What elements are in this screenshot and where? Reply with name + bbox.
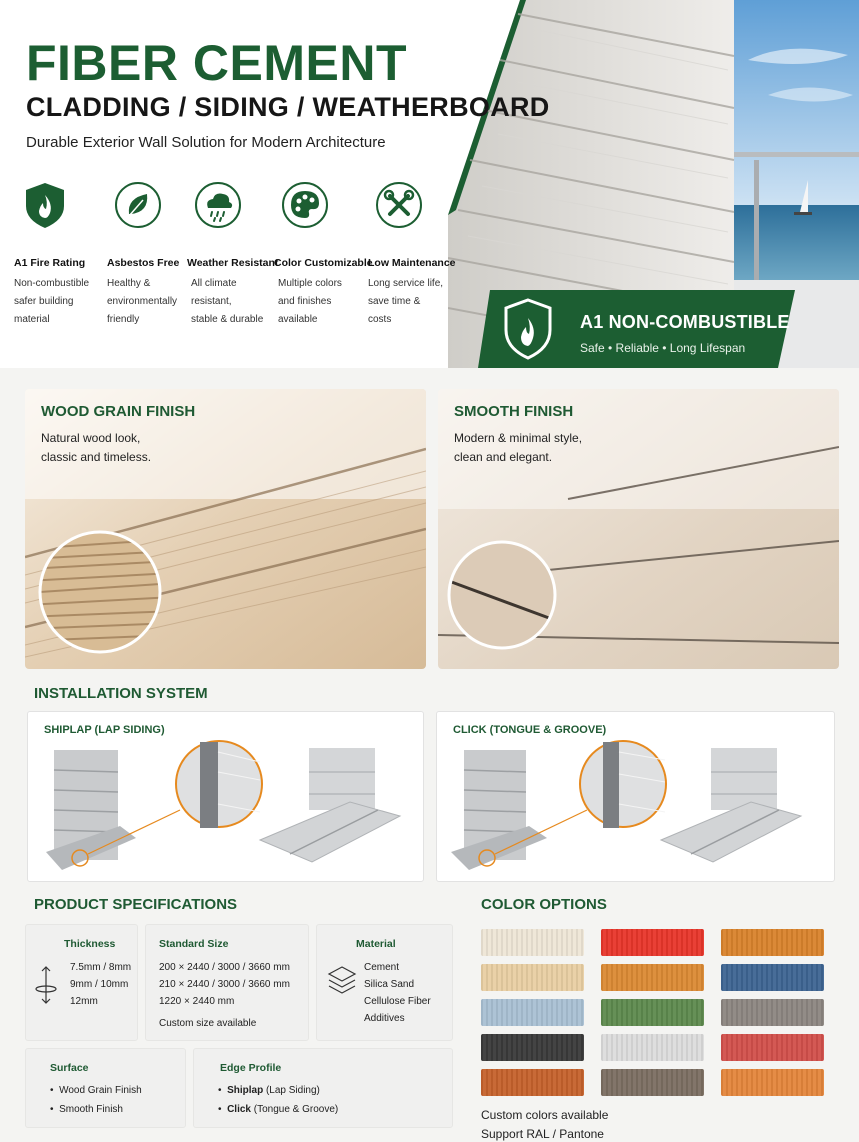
specs-title: PRODUCT SPECIFICATIONS xyxy=(34,896,238,913)
rain-cloud-icon xyxy=(193,180,243,230)
spec-value: 12mm xyxy=(70,996,98,1007)
spec-value: Silica Sand xyxy=(364,979,415,990)
installation-title: INSTALLATION SYSTEM xyxy=(34,685,208,702)
layers-icon xyxy=(327,965,357,997)
feature-desc-line: stable & durable xyxy=(191,314,264,325)
page-subtitle: CLADDING / SIDING / WEATHERBOARD xyxy=(26,92,550,122)
spec-value: 7.5mm / 8mm xyxy=(70,962,132,973)
palette-icon xyxy=(280,180,330,230)
spec-value: 9mm / 10mm xyxy=(70,979,129,990)
color-swatch xyxy=(481,929,584,956)
spec-value: Smooth Finish xyxy=(59,1104,123,1115)
color-swatch xyxy=(481,1069,584,1096)
feature-desc xyxy=(14,275,104,329)
color-note: Custom colors available xyxy=(481,1108,609,1122)
feature-desc-line: Long service life, xyxy=(368,278,444,289)
spec-note: Custom size available xyxy=(159,1018,257,1029)
smooth-finish-card xyxy=(438,389,839,669)
feature-color-customizable xyxy=(274,180,373,329)
color-swatch xyxy=(601,1069,704,1096)
spec-value: 200 × 2440 / 3000 / 3660 mm xyxy=(159,962,290,973)
colors-title: COLOR OPTIONS xyxy=(481,896,607,913)
spec-heading: Standard Size xyxy=(159,938,229,950)
feature-weather-resistant xyxy=(187,180,277,329)
feature-desc-line: All climate xyxy=(191,278,237,289)
feature-desc-line: costs xyxy=(368,314,392,325)
color-swatch xyxy=(601,964,704,991)
color-swatch xyxy=(601,929,704,956)
feature-list xyxy=(14,180,454,330)
banner-subtitle: Safe • Reliable • Long Lifespan xyxy=(580,341,746,355)
spec-heading: Edge Profile xyxy=(220,1062,282,1074)
feature-title: Low Maintenance xyxy=(368,257,456,269)
spec-bullet: • Smooth Finish xyxy=(50,1104,123,1115)
finish-title: WOOD GRAIN FINISH xyxy=(41,403,196,420)
color-swatch xyxy=(721,964,824,991)
spec-value: Cement xyxy=(364,962,400,973)
spec-value-bold: Click xyxy=(227,1104,251,1115)
leaf-icon xyxy=(113,180,163,230)
color-swatch xyxy=(481,1034,584,1061)
spec-edge-profile xyxy=(193,1048,453,1128)
shiplap-diagram xyxy=(28,712,424,882)
shield-flame-icon xyxy=(20,180,70,230)
click-card xyxy=(436,711,835,882)
spec-material xyxy=(316,924,453,1041)
feature-desc-line: available xyxy=(278,314,318,325)
spec-value: Additives xyxy=(364,1013,405,1024)
spec-bullet: • Shiplap (Lap Siding) xyxy=(218,1085,320,1096)
feature-title: Color Customizable xyxy=(274,257,373,269)
spec-value: (Tongue & Groove) xyxy=(250,1104,339,1115)
color-swatch xyxy=(481,964,584,991)
feature-asbestos-free xyxy=(107,180,197,329)
spec-value: Wood Grain Finish xyxy=(59,1085,142,1096)
color-swatch xyxy=(721,929,824,956)
feature-desc xyxy=(191,275,277,329)
feature-desc-line: save time & xyxy=(368,296,421,307)
click-diagram xyxy=(437,712,835,882)
install-label: SHIPLAP (LAP SIDING) xyxy=(44,724,165,736)
finish-desc xyxy=(454,429,654,467)
page-title: FIBER CEMENT xyxy=(26,35,407,91)
finish-desc-line: classic and timeless. xyxy=(41,450,152,464)
feature-desc xyxy=(278,275,364,329)
color-note: Support RAL / Pantone xyxy=(481,1127,604,1141)
install-label: CLICK (TONGUE & GROOVE) xyxy=(453,724,607,736)
color-swatch xyxy=(721,1034,824,1061)
hero-section xyxy=(0,0,859,368)
feature-desc-line: environmentally xyxy=(107,296,178,307)
feature-desc-line: friendly xyxy=(107,314,140,325)
color-swatch xyxy=(601,1034,704,1061)
spec-bullet: • Wood Grain Finish xyxy=(50,1085,142,1096)
feature-title: Weather Resistant xyxy=(187,257,279,269)
feature-desc-line: Healthy & xyxy=(107,278,151,289)
finish-desc-line: Natural wood look, xyxy=(41,431,141,445)
page-tagline: Durable Exterior Wall Solution for Modern Architecture xyxy=(26,134,386,151)
wood-grain-card xyxy=(25,389,426,669)
spec-standard-size xyxy=(145,924,309,1041)
feature-desc-line: material xyxy=(14,314,50,325)
banner-title: A1 NON-COMBUSTIBLE xyxy=(580,312,790,332)
color-swatch xyxy=(721,999,824,1026)
spec-heading: Surface xyxy=(50,1062,89,1074)
feature-title: Asbestos Free xyxy=(107,257,180,269)
finish-desc-line: Modern & minimal style, xyxy=(454,431,583,445)
spec-value: (Lap Siding) xyxy=(263,1085,320,1096)
feature-desc-line: Non-combustible xyxy=(14,278,90,289)
color-swatch xyxy=(601,999,704,1026)
feature-desc xyxy=(107,275,197,329)
spec-value: 210 × 2440 / 3000 / 3660 mm xyxy=(159,979,290,990)
finish-desc xyxy=(41,429,241,467)
feature-desc-line: safer building xyxy=(14,296,74,307)
spec-heading: Material xyxy=(356,938,396,950)
feature-low-maintenance xyxy=(368,180,458,329)
feature-desc-line: Multiple colors xyxy=(278,278,342,289)
spec-thickness xyxy=(25,924,138,1041)
spec-surface xyxy=(25,1048,186,1128)
shiplap-card xyxy=(27,711,424,882)
spec-bullet: • Click (Tongue & Groove) xyxy=(218,1104,339,1115)
thickness-icon xyxy=(34,965,58,1005)
finish-desc-line: clean and elegant. xyxy=(454,450,553,464)
feature-fire-rating xyxy=(14,180,104,329)
tools-icon xyxy=(374,180,424,230)
spec-heading: Thickness xyxy=(64,938,116,950)
feature-desc xyxy=(368,275,458,329)
spec-value-bold: Shiplap xyxy=(227,1085,264,1096)
spec-value: 1220 × 2440 mm xyxy=(159,996,235,1007)
color-swatch xyxy=(721,1069,824,1096)
spec-value: Cellulose Fiber xyxy=(364,996,431,1007)
color-swatch xyxy=(481,999,584,1026)
feature-desc-line: resistant, xyxy=(191,296,232,307)
feature-title: A1 Fire Rating xyxy=(14,257,86,269)
finish-title: SMOOTH FINISH xyxy=(454,403,574,420)
feature-desc-line: and finishes xyxy=(278,296,332,307)
